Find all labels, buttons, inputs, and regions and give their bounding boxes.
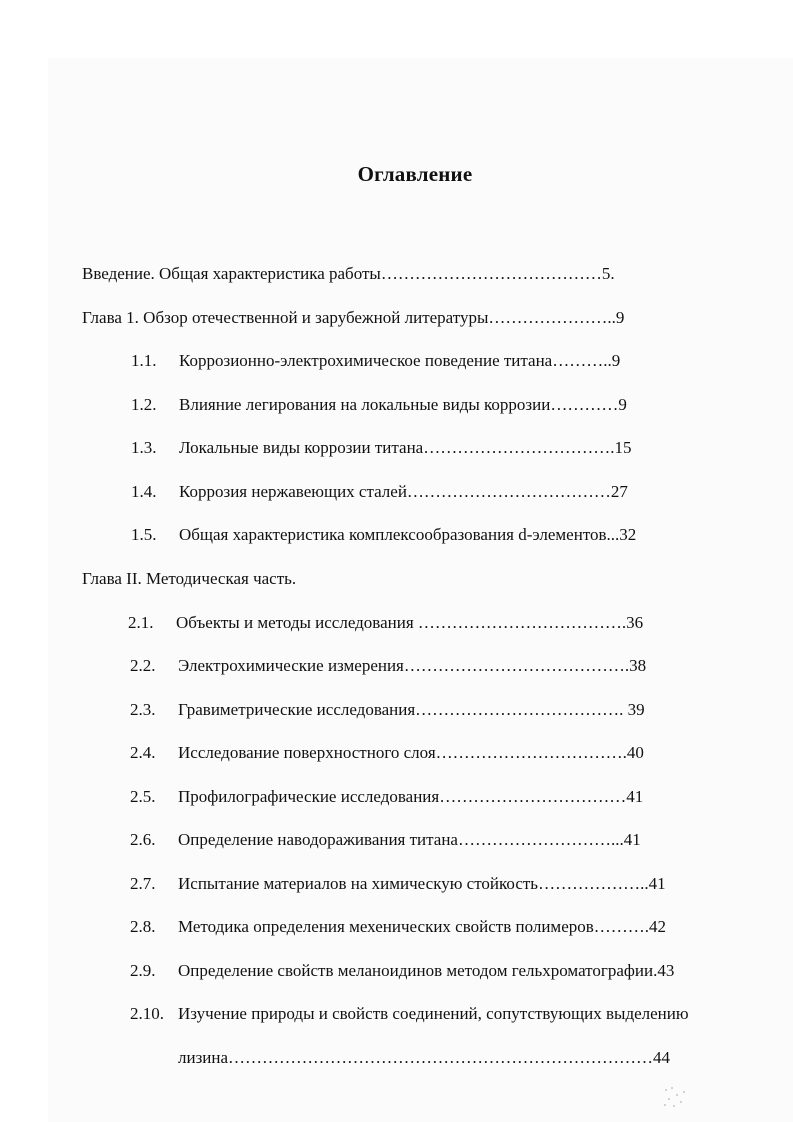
toc-entry-chapter-1 bbox=[82, 307, 624, 329]
toc-entry-number: 1.1. bbox=[131, 351, 157, 370]
toc-entry-number: 2.1. bbox=[128, 613, 154, 632]
toc-entry-2-9 bbox=[130, 960, 674, 982]
toc-entry-number: 2.7. bbox=[130, 874, 156, 893]
toc-entry-1-5 bbox=[131, 524, 636, 546]
toc-entry-number: 2.6. bbox=[130, 830, 156, 849]
toc-entry-number: 2.4. bbox=[130, 743, 156, 762]
toc-entry-1-1 bbox=[131, 350, 620, 372]
toc-entry-introduction bbox=[82, 263, 615, 285]
toc-entry-2-6 bbox=[130, 829, 641, 851]
toc-entry-2-3 bbox=[130, 699, 645, 721]
toc-entry-number: 1.2. bbox=[131, 395, 157, 414]
toc-entry-2-10-continuation bbox=[178, 1047, 670, 1069]
toc-entry-text: Коррозия нержавеющих сталей………………………………27 bbox=[179, 482, 628, 501]
toc-entry-text: Определение наводораживания титана………………………...41 bbox=[178, 830, 641, 849]
toc-entry-2-2 bbox=[130, 655, 646, 677]
toc-entry-text: Влияние легирования на локальные виды коррозии…………9 bbox=[179, 395, 627, 414]
toc-entry-text: Введение. Общая характеристика работы…………………………………5. bbox=[82, 264, 615, 283]
toc-entry-number: 2.10. bbox=[130, 1004, 164, 1023]
toc-entry-number: 2.3. bbox=[130, 700, 156, 719]
toc-entry-text: Испытание материалов на химическую стойкость………………..41 bbox=[178, 874, 666, 893]
toc-entry-text: Изучение природы и свойств соединений, сопутствующих выделению bbox=[178, 1004, 689, 1023]
toc-entry-2-5 bbox=[130, 786, 643, 808]
toc-entry-text: Методика определения мехенических свойств полимеров……….42 bbox=[178, 917, 667, 936]
toc-entry-chapter-2 bbox=[82, 568, 296, 590]
toc-entry-text: Объекты и методы исследования ……………………………….36 bbox=[176, 613, 644, 632]
page-title: Оглавление bbox=[357, 162, 473, 186]
toc-entry-text: Гравиметрические исследования………………………………. 39 bbox=[178, 700, 645, 719]
toc-entry-number: 1.5. bbox=[131, 525, 157, 544]
toc-entry-text: Глава II. Методическая часть. bbox=[82, 569, 297, 588]
toc-entry-text: Профилографические исследования……………………………41 bbox=[178, 787, 644, 806]
toc-entry-number: 2.8. bbox=[130, 917, 156, 936]
toc-entry-text: Исследование поверхностного слоя…………………………….40 bbox=[178, 743, 644, 762]
toc-entry-text: Общая характеристика комплексообразования d-элементов...32 bbox=[179, 525, 637, 544]
toc-entry-1-3 bbox=[131, 437, 631, 459]
toc-entry-number: 1.4. bbox=[131, 482, 157, 501]
toc-entry-text: Определение свойств меланоидинов методом гельхроматографии.43 bbox=[178, 961, 675, 980]
toc-entry-text: Коррозионно-электрохимическое поведение титана………..9 bbox=[179, 351, 621, 370]
toc-entry-1-4 bbox=[131, 481, 628, 503]
toc-entry-2-7 bbox=[130, 873, 666, 895]
toc-entry-2-10 bbox=[130, 1003, 689, 1025]
toc-entry-2-4 bbox=[130, 742, 644, 764]
toc-entry-1-2 bbox=[131, 394, 627, 416]
toc-entry-2-1 bbox=[128, 612, 643, 634]
toc-entry-text: Электрохимические измерения………………………………….38 bbox=[178, 656, 647, 675]
toc-entry-number: 2.9. bbox=[130, 961, 156, 980]
toc-entry-text: Локальные виды коррозии титана…………………………….15 bbox=[179, 438, 632, 457]
toc-entry-number: 1.3. bbox=[131, 438, 157, 457]
toc-entry-number: 2.2. bbox=[130, 656, 156, 675]
toc-entry-text: Глава 1. Обзор отечественной и зарубежной литературы…………………..9 bbox=[82, 308, 625, 327]
toc-entry-2-8 bbox=[130, 916, 666, 938]
toc-entry-number: 2.5. bbox=[130, 787, 156, 806]
scan-noise bbox=[662, 1085, 688, 1111]
toc-entry-text: лизина…………………………………………………………………44 bbox=[178, 1048, 671, 1067]
